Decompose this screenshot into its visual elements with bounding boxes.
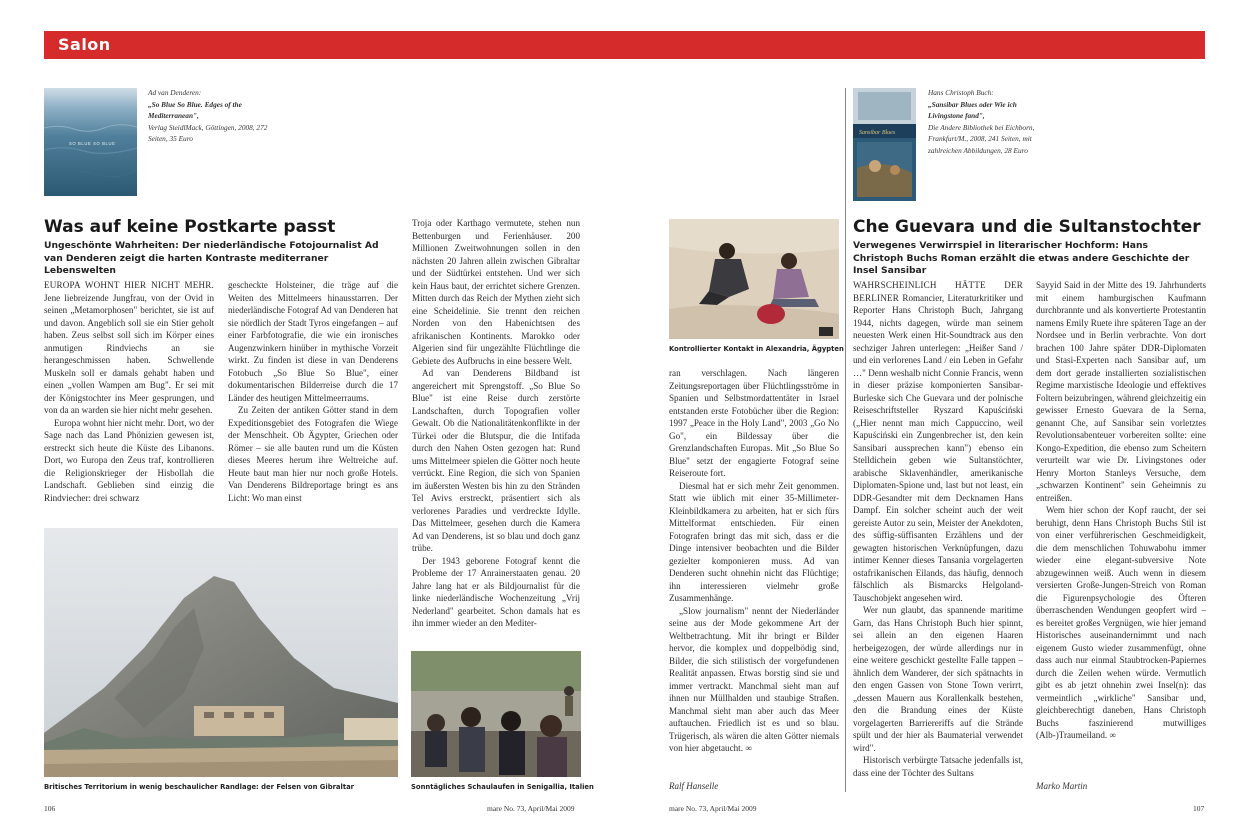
book-cover-title: SO BLUE SO BLUE xyxy=(69,141,116,146)
right-col1-p2: Diesmal hat er sich mehr Zeit genommen. Statt wie üblich mit einer 35-Millimeter-Kleinbildkamera zu arbeiten, hat er sich fürs Mittelformat entschieden. Für einen Fotografen bringt das mit sich, dass er die Dinge intensiver beobachten und die Bilder gezielter komponieren muss. Ad van Denderen sucht ohnehin nicht das Flüchtige; ihn interessieren vielmehr große Zusammenhänge. xyxy=(669,480,839,603)
subhead-left: Ungeschönte Wahrheiten: Der niederländische Fotojournalist Ad van Denderen zeigt die harten Kontraste mediterraner Lebenswelten xyxy=(44,240,379,277)
caption-senigallia: Sonntägliches Schaulaufen in Senigallia, Italien xyxy=(411,783,594,791)
right-col1-p3: „Slow journalism" nennt der Niederländer seine aus der Mode gekommene Art der Weltbetrachtung. Mit ihr bringt er Bilder hervor, die komplex und doppelbödig sind, Bilder, die sich stilistisch der vorgefundenen Realität anpassen. Etwas borstig sind sie und immer vertrackt. Manchmal sieht man auf ihnen nur Müllhalden und staubige Straßen. Manchmal sieht man aber auch das Meer auftauchen. Friedlich ist es und so blau. Trügerisch, als wären die alten Götter niemals von hier abgetaucht. ∞ xyxy=(669,605,839,753)
right-col2-p1: Romancier, Literaturkritiker und Reporter Hans Christoph Buch, Jahrgang 1944, nichts dagegen, würde man seinem neuesten Werk einen Hit-Soundtrack aus den sechziger Jahren unterlegen: „Heißer Sand / und ein verlorenes Land / ein Leben in Gefahr …" Denn weshalb nicht Connie Francis, wenn in dieser präzise komponierten Sansibar-Burleske sich Che Guevara und der polnische Reiseschriftsteller Ryszard Kapuściński („Hier nennt man mich Cappuccino, weil Kapuściński ein Zungenbrecher ist, den kein Sansibari aussprechen kann") ebenso ein Stelldichein geben wie Sultanstöchter, arabische Sklavenhändler, amerikanische Diplomaten-Spione und, last but not least, ein DDR-Gesandter mit dem Decknamen Hans Dampf. Ein solcher scheint auch der weit gereiste Autor zu sein, Meister der Anekdoten, des süffig-süffisanten Erzählens und der gewagten historischen Verknüpfungen, dazu intimer Kenner dieses Tansania vorgelagerten ostafrikanischen Eilands, das häufig, dennoch fälschlich als Bismarcks Helgoland-Tauschobjekt angesehen wird. xyxy=(853,292,1023,603)
subhead-right: Verwegenes Verwirrspiel in literarischer Hochform: Hans Christoph Buchs Roman erzählt die etwas andere Geschichte der Insel Sansibar xyxy=(853,240,1190,277)
section-title: Salon xyxy=(58,35,111,54)
left-column-1 xyxy=(44,279,214,524)
right-column-1 xyxy=(669,367,839,767)
left-col3-p3: Der 1943 geborene Fotograf kennt die Probleme der 17 Anrainerstaaten genau. 20 Jahre lang hat er als Bildjournalist für die linke niederländische Wochenzeitung „Vrij Nederland" gearbeitet. Schon damals hat es ihn immer wieder an den Mediter- xyxy=(412,555,580,628)
left-col3-p1: Troja oder Karthago vermutete, stehen nun Bettenburgen und Ferienhäuser. 200 Millionen Zweitwohnungen sollen in den nächsten 20 Jahren allein zwischen Gibraltar und der Südtürkei entstehen. Und wer sich kein Haus baut, der errichtet sichere Grenzen. Mitten durch das Reich der Mythen zieht sich eine Scheidelinie. Sie trennt den reichen Norden von den Habenichtsen des afrikanischen Kontinents. Marokko oder Algerien sind für ungezählte Flüchtlinge die Gebiete des Aufbruchs in eine bessere Welt. xyxy=(412,218,580,366)
book-info-left xyxy=(148,87,268,145)
right-col3-p2: Wem hier schon der Kopf raucht, der sei beruhigt, denn Hans Christoph Buchs Stil ist von einer verführerischen Geschmeidigkeit, die dem menschlichen Tohuwabohu immer wieder eine elegant-subversive Note abzugewinnen weiß. Auch wenn in diesem versierten Große-Jungen-Streich von Roman die Figurenpsychologie des Öfteren überraschenden Wendungen geopfert wird – es bereitet großes Vergnügen, wie hier jemand Historisches auseinandernimmt und nach eigenem Gusto wieder zusammenfügt, ohne dass auch nur einmal Staubtrocken-Papiernes durch die Zeilen wehen würde. Vermutlich gibt es ab jetzt ohnehin zwei Insel(n): das vermeintlich „wirkliche" Sansibar und, gleichberechtigt daneben, Hans Christoph Buchs faszinierend mutwilliges (Alb-)Traumeiland. ∞ xyxy=(1036,505,1206,740)
caption-alexandria: Kontrollierter Kontakt in Alexandria, Ägypten xyxy=(669,345,844,353)
left-col1-p1: Jene liebreizende Jungfrau, von der Ovid in seinen „Metamorphosen" berichtet, sie ist auf und davon. Angeblich soll sie ein Stier geholt haben. Zeus selbst soll sich im Körper eines anmutigen Rindviechs an sie herangeschmissen haben. Schwellende Muskeln soll er damals gehabt haben und einen „vollen Wampen am Bug". Er sei mit der Königstochter ins Meer gesprungen, und von da an warden sie hier nicht mehr gesehen. xyxy=(44,292,214,415)
lead-in-right: WAHRSCHEINLICH HÄTTE DER BERLINER xyxy=(853,280,1023,303)
author-marko-martin: Marko Martin xyxy=(1036,781,1088,791)
book-author: Ad van Denderen: xyxy=(148,88,202,97)
photo-senigallia xyxy=(411,651,581,777)
book-cover-so-blue xyxy=(44,88,137,196)
headline-left: Was auf keine Postkarte passt xyxy=(44,217,336,237)
book-cover-sansibar xyxy=(853,88,916,201)
right-col3-p1: Sayyid Said in der Mitte des 19. Jahrhunderts mit einem hamburgischen Kaufmann durchbrannte und als konvertierte Protestantin namens Emily Ruete ihre späteren Tage an der Nordsee und in Berlin verbrachte. Von dort brachen 100 Jahre später DDR-Diplomaten und Stasi-Experten nach Sansibar auf, um dem dort gerade installierten sozialistischen Regime marxistische Ideologie und effektives Foltern beizubringen, während gleichzeitig ein gewisser Ernesto Guevara de la Serna, genannt Che, auf Sansibar sein vorletztes Revolutionsabenteuer vorbereiten sollte: eine Kongo-Expedition, die ebenso zum Scheitern verurteilt war wie Dr. Livingstones oder Henry Morton Stanleys Versuche, dem „schwarzen Kontinent" sein Geheimnis zu entreißen. xyxy=(1036,280,1206,503)
right-column-2 xyxy=(853,279,1023,791)
book-title: „So Blue So Blue. Edges of the Mediterranean", xyxy=(148,99,242,121)
page-number-left: 106 xyxy=(44,804,56,813)
photo-gibraltar xyxy=(44,528,398,777)
left-col1-p2: Europa wohnt hier nicht mehr. Dort, wo der Sage nach das Land Phönizien gewesen ist, erstreckt sich heute die Küste des Libanons. Dort, wo Europa den Zeus traf, kontrollieren die Religionskrieger der Hisbollah die Landschaft. Geblieben sind einzig die Rindviecher: drei schwarz xyxy=(44,417,214,503)
headline-right: Che Guevara und die Sultanstochter xyxy=(853,217,1201,237)
book-publisher: Verlag SteidlMack, Göttingen, 2008, 272 Seiten, 35 Euro xyxy=(148,122,268,144)
lead-in-left: EUROPA WOHNT HIER NICHT MEHR. xyxy=(44,280,214,290)
book-title-right: „Sansibar Blues oder Wie ich Livingstone fand", xyxy=(928,99,1017,121)
section-banner xyxy=(44,31,1205,59)
right-col2-p3: Historisch verbürgte Tatsache jedenfalls ist, dass eine der Töchter des Sultans xyxy=(853,755,1023,778)
left-col2-p2: Zu Zeiten der antiken Götter stand in dem Expeditionsgebiet des Fotografen die Wiege der Menschheit. Ob Ägypter, Griechen oder Römer – sie alle bauten rund um die Küsten dieses Meeres herum ihre Weltreiche auf. Heute baut man hier nur noch große Hotels. Van Denderens Bildreportage bringt es ans Licht: Wo man einst xyxy=(228,405,398,503)
caption-gibraltar: Britisches Territorium in wenig beschaulicher Randlage: der Felsen von Gibraltar xyxy=(44,783,355,791)
left-column-3 xyxy=(412,217,580,645)
left-col2-p1: gescheckte Holsteiner, die träge auf die Weiten des Mittelmeers hinausstarren. Der niederländische Fotograf Ad van Denderen hat sie nördlich der Stadt Tyros eingefangen – auf einer Farbfotografie, die wie ein ironisches Augenzwinkern hinüber in mythische Vorzeit wirkt. Zu finden ist diese in van Denderens Fotobuch „So Blue So Blue", einer dokumentarischen Bilderreise durch die 17 Länder des heutigen Mittelmeerraums. xyxy=(228,280,398,403)
article-right-header xyxy=(853,217,1205,278)
book-author-right: Hans Christoph Buch: xyxy=(928,88,994,97)
photo-alexandria xyxy=(669,219,839,339)
footer-left: mare No. 73, April/Mai 2009 xyxy=(487,804,575,813)
left-column-2 xyxy=(228,279,398,524)
footer-right: mare No. 73, April/Mai 2009 xyxy=(669,804,757,813)
column-divider xyxy=(845,88,846,792)
author-ralf-hanselle: Ralf Hanselle xyxy=(669,781,719,791)
left-col3-p2: Ad van Denderens Bildband ist angereichert mit Sprengstoff. „So Blue So Blue" ist eine Reise durch zerstörte Landschaften, durch Topografien voller Gewalt. Ob die Nationalitätenkonflikte in der Türkei oder die Blutspur, die die Intifada durch den Nahen Osten gezogen hat: Rund ums Mittelmeer spielen die Götter noch heute verrückt. Eine Region, die sich von Spanien im äußersten Westen bis hin zu den Stränden Tel Avivs erstreckt, präsentiert sich als verlorenes Paradies und verdreckte Idylle. Das Mittelmeer, gesehen durch die Kamera Ad van Denderens, ist so blau und doch ganz trübe. xyxy=(412,368,580,553)
book-info-right xyxy=(928,87,1048,157)
book-cover-sansibar-title: Sansibar Blues xyxy=(859,130,896,136)
book-publisher-right: Die Andere Bibliothek bei Eichborn, Frankfurt/M., 2008, 241 Seiten, mit zahlreichen Abbildungen, 28 Euro xyxy=(928,122,1035,155)
right-column-3 xyxy=(1036,279,1206,771)
right-col2-p2: Wer nun glaubt, das spannende maritime Garn, das Hans Christoph Buch hier spinnt, sei allein an den eigenen Haaren herbeigezogen, der würde allerdings nur in eine weitere geschickt gestellte Falle tappen – ähnlich dem Wanderer, der sich spätnachts in den engen Gassen von Stone Town verirrt, „dessen Mauern aus Korallenkalk bestehen, den die Brandung eines der Küste vorgelagerten Barriereriffs auf die Strände spült und der hier als Baumaterial verwendet wird". xyxy=(853,605,1023,753)
right-col1-p1: ran verschlagen. Nach längeren Zeitungsreportagen über Flüchtlingsströme in Spanien und Selbstmordattentäter in Israel entstanden erste Fotobücher über die Region: 1997 „Peace in the Holy Land", 2003 „Go No Go", ein Bildessay über die Grenzlandschaften Europas. Mit „So Blue So Blue" setzt der engagierte Fotograf seine Reiseroute fort. xyxy=(669,368,839,478)
article-left-header xyxy=(44,217,404,278)
page-number-right: 107 xyxy=(1193,804,1205,813)
